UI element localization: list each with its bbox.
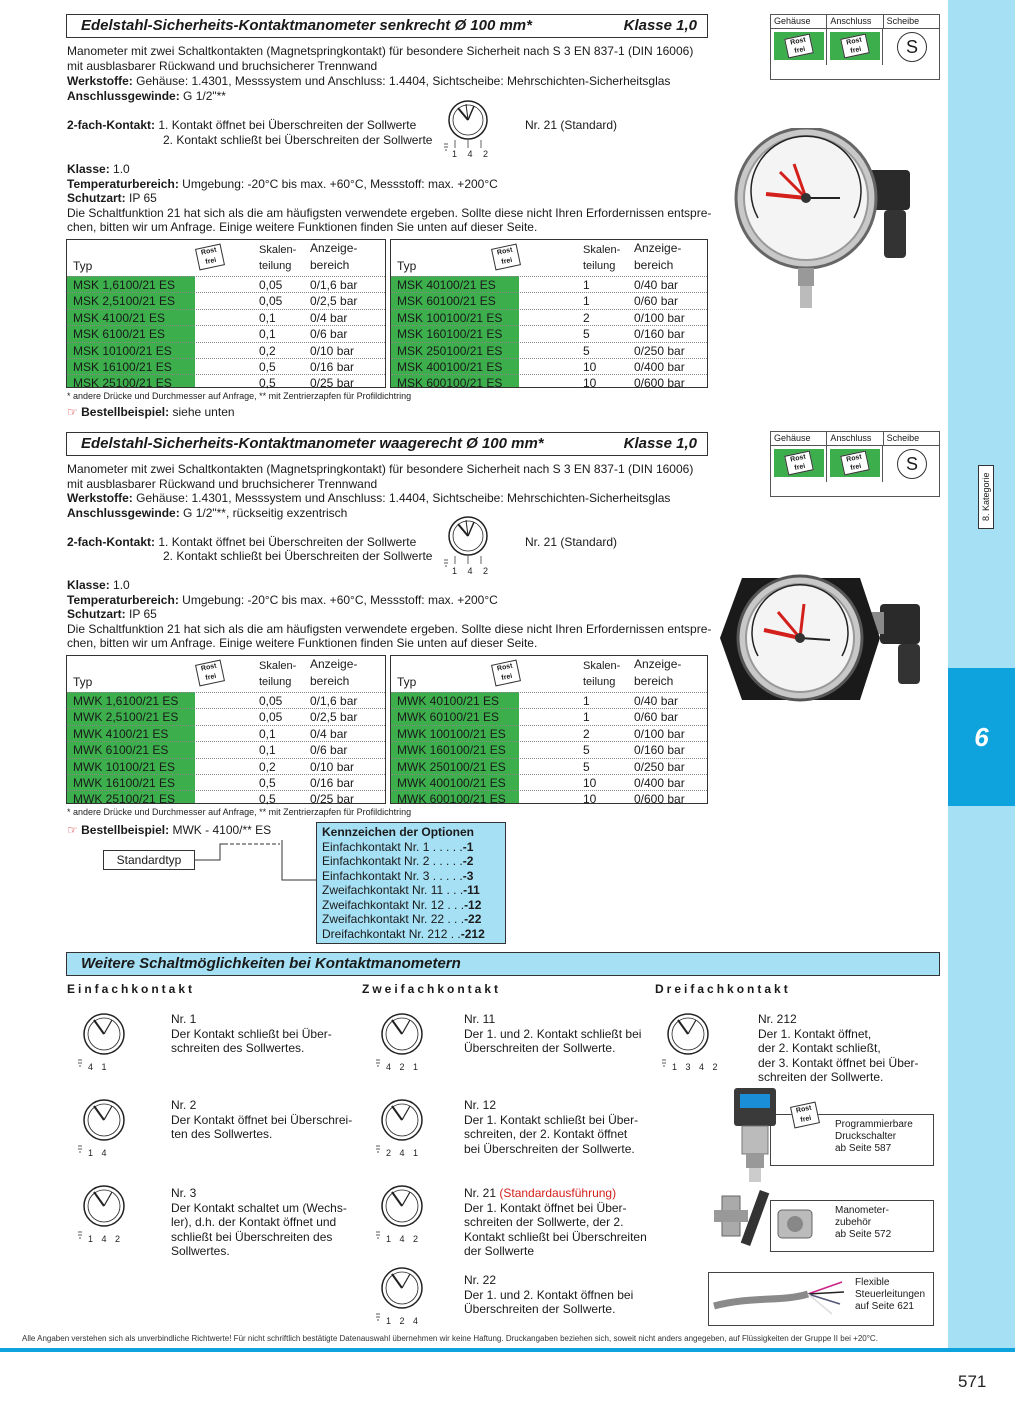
col-zweifach-heading: Zweifachkontakt <box>362 982 502 996</box>
cell-skala: 0,1 <box>259 743 276 758</box>
cell-typ: MSK 600100/21 ES <box>397 376 503 391</box>
table-row <box>67 758 385 774</box>
section1-kontakt2: 2. Kontakt schließt bei Überschreiten der Sollwerte <box>163 133 433 147</box>
table-row <box>67 342 385 358</box>
table-row <box>67 692 385 708</box>
table-row <box>391 342 707 358</box>
section2-klasse: Klasse: 1.0 <box>67 578 130 592</box>
cell-bereich: 0/4 bar <box>310 310 348 325</box>
table-2-left: Typ Skalen- teilung Anzeige- bereich Rost frei MWK 1,6100/21 ES 0,05 0/1,6 bar MWK 2,5100/21 ES 0,05 0/2,5 bar MWK 4100/21 ES 0,1 0/4 bar MWK 6100/21 ES 0,1 0/6 bar MWK 10100/21 ES 0,2 0/10 bar MWK 16100/21 ES 0,5 0/16 bar MWK 25100/21 ES 0,5 0/25 bar <box>66 655 386 804</box>
section1-schutz: Schutzart: IP 65 <box>67 191 157 205</box>
diagram-digits: 1 4 <box>88 1148 110 1158</box>
chapter-tab[interactable]: 6 <box>948 668 1015 806</box>
diagram-digits: 1 4 2 <box>88 1234 124 1244</box>
cell-skala: 5 <box>583 743 590 758</box>
table-1-left: Typ Skalen- teilung Anzeige- bereich Rost frei MSK 1,6100/21 ES 0,05 0/1,6 bar MSK 2,5100/21 ES 0,05 0/2,5 bar MSK 4100/21 ES 0,1 0/4 bar MSK 6100/21 ES 0,1 0/6 bar MSK 10100/21 ES 0,2 0/10 bar MSK 16100/21 ES 0,5 0/16 bar MSK 25100/21 ES 0,5 0/25 bar <box>66 239 386 388</box>
cell-typ: MSK 1,6100/21 ES <box>73 278 176 292</box>
section1-temp: Temperaturbereich: Umgebung: -20°C bis max. +60°C, Messstoff: max. +200°C <box>67 177 498 191</box>
table-row <box>67 325 385 341</box>
section2-gewinde: Anschlussgewinde: G 1/2"**, rückseitig exzentrisch <box>67 506 348 520</box>
cell-typ: MSK 6100/21 ES <box>73 327 166 342</box>
table-row <box>391 374 707 390</box>
section2-intro: Manometer mit zwei Schaltkontakten (Magnetspringkontakt) für besondere Sicherheit nach S 3 EN 837-1 (DIN 16006) <box>67 462 694 476</box>
cell-typ: MWK 25100/21 ES <box>73 792 176 807</box>
section1-intro: Manometer mit zwei Schaltkontakten (Magnetspringkontakt) für besondere Sicherheit nach S 3 EN 837-1 (DIN 16006) <box>67 44 694 58</box>
cell-typ: MSK 250100/21 ES <box>397 343 503 358</box>
cell-skala: 1 <box>583 278 590 292</box>
section2-hinweis2: chen, bitten wir um Anfrage. Einige weitere Funktionen finden Sie unten auf dieser Seite. <box>67 636 538 650</box>
section3-title: Weitere Schaltmöglichkeiten bei Kontaktmanometern <box>66 952 940 976</box>
promo-steuerleitungen[interactable]: Flexible Steuerleitungen auf Seite 621 <box>708 1272 934 1326</box>
category-tab[interactable]: 8. Kategorie <box>978 465 994 529</box>
section2-kontakt2: 2. Kontakt schließt bei Überschreiten der Sollwerte <box>163 549 433 563</box>
bottom-rule <box>0 1348 1015 1352</box>
cell-skala: 0,5 <box>259 792 276 807</box>
cell-skala: 2 <box>583 310 590 325</box>
cell-skala: 5 <box>583 759 590 774</box>
cell-bereich: 0/60 bar <box>634 294 679 309</box>
cell-typ: MSK 400100/21 ES <box>397 359 503 374</box>
section1-klasse: Klasse: 1.0 <box>67 162 130 176</box>
cell-typ: MWK 4100/21 ES <box>73 726 169 741</box>
cell-typ: MSK 60100/21 ES <box>397 294 496 309</box>
footer-disclaimer: Alle Angaben verstehen sich als unverbindliche Richtwerte! Für nicht schriftlich bestätigte Datenauswahl übernehmen wir keine Haftung. Druckangaben beziehen sich, soweit nicht anders angegeben, auf Flüssigkeiten der Gruppe II bei +20°C. <box>22 1334 878 1343</box>
cell-bereich: 0/250 bar <box>634 759 685 774</box>
table-row <box>391 276 707 292</box>
table-row <box>67 358 385 374</box>
diagram-digits: 1 4 2 <box>452 149 493 159</box>
cell-bereich: 0/10 bar <box>310 759 355 774</box>
rostfrei-icon: Rost frei <box>840 34 870 59</box>
hand-pointer-icon: ☞ <box>67 823 78 837</box>
option-item: Zweifachkontakt Nr. 22 . . . -22 <box>322 912 482 926</box>
table-row <box>67 292 385 308</box>
cell-bereich: 0/10 bar <box>310 343 355 358</box>
option-item: Zweifachkontakt Nr. 11 . . . -11 <box>322 883 480 897</box>
cell-bereich: 0/160 bar <box>634 743 685 758</box>
cell-bereich: 0/100 bar <box>634 726 685 741</box>
section2-temp: Temperaturbereich: Umgebung: -20°C bis max. +60°C, Messstoff: max. +200°C <box>67 593 498 607</box>
section2-note: * andere Drücke und Durchmesser auf Anfrage, ** mit Zentrierzapfen für Profildichtring <box>67 807 412 817</box>
cell-skala: 5 <box>583 343 590 358</box>
cell-bereich: 0/2,5 bar <box>310 294 358 309</box>
rostfrei-icon: Rost frei <box>195 660 225 687</box>
item-nr2: Nr. 2 Der Kontakt öffnet bei Überschrei- ten des Sollwertes. <box>171 1098 353 1141</box>
cell-skala: 0,1 <box>259 726 276 741</box>
rostfrei-icon: Rost frei <box>790 1102 820 1129</box>
diagram-digits: 1 2 4 <box>386 1316 422 1326</box>
section1-title: Edelstahl-Sicherheits-Kontaktmanometer senkrecht Ø 100 mm* Klasse 1,0 <box>66 14 708 38</box>
section2-bestell: ☞ Bestellbeispiel: MWK - 4100/** ES <box>67 823 272 837</box>
cell-typ: MWK 10100/21 ES <box>73 759 176 774</box>
cell-typ: MSK 2,5100/21 ES <box>73 294 176 309</box>
section1-hinweis1: Die Schaltfunktion 21 hat sich als die am häufigsten verwendete ergeben. Sollte diese nicht Ihren Erfordernissen entspre- <box>67 206 712 220</box>
col-dreifach-heading: Dreifachkontakt <box>655 982 791 996</box>
table-row <box>391 309 707 325</box>
section1-hinweis2: chen, bitten wir um Anfrage. Einige weitere Funktionen finden Sie unten auf dieser Seite. <box>67 220 538 234</box>
cell-skala: 5 <box>583 327 590 342</box>
table-row <box>391 692 707 708</box>
section2-werkstoffe: Werkstoffe: Gehäuse: 1.4301, Messsystem und Anschluss: 1.4404, Sichtscheibe: Mehrschichten-Sicherheitsglas <box>67 491 671 505</box>
item-nr3: Nr. 3 Der Kontakt schaltet um (Wechs- ler), d.h. der Kontakt öffnet und schließt bei Überschreiten des Sollwertes. <box>171 1186 347 1258</box>
cell-typ: MWK 60100/21 ES <box>397 710 500 725</box>
table-row <box>391 325 707 341</box>
cell-typ: MWK 160100/21 ES <box>397 743 506 758</box>
rostfrei-icon: Rost frei <box>840 451 870 476</box>
section1-note: * andere Drücke und Durchmesser auf Anfrage, ** mit Zentrierzapfen für Profildichtring <box>67 391 412 401</box>
cable-photo <box>712 1276 852 1324</box>
cell-typ: MWK 2,5100/21 ES <box>73 710 179 725</box>
table-row <box>67 276 385 292</box>
table-row <box>391 358 707 374</box>
section2-nr: Nr. 21 (Standard) <box>525 535 618 549</box>
table-row <box>67 309 385 325</box>
cell-skala: 2 <box>583 726 590 741</box>
cell-typ: MSK 40100/21 ES <box>397 278 496 292</box>
diagram-digits: 2 4 1 <box>386 1148 422 1158</box>
cell-skala: 0,05 <box>259 694 283 708</box>
item-nr22: Nr. 22 Der 1. und 2. Kontakt öffnen bei Überschreiten der Sollwerte. <box>464 1273 634 1316</box>
cell-bereich: 0/40 bar <box>634 278 679 292</box>
cell-bereich: 0/160 bar <box>634 327 685 342</box>
standardtyp-label: Standardtyp <box>103 850 195 870</box>
rostfrei-icon: Rost frei <box>491 244 521 271</box>
cell-skala: 10 <box>583 376 597 391</box>
cell-bereich: 0/6 bar <box>310 743 348 758</box>
table-row <box>391 774 707 790</box>
section1-intro2: mit ausblasbarer Rückwand und bruchsicherer Trennwand <box>67 59 378 73</box>
cell-typ: MWK 6100/21 ES <box>73 743 169 758</box>
cell-skala: 0,1 <box>259 310 276 325</box>
cell-typ: MWK 1,6100/21 ES <box>73 694 179 708</box>
cell-typ: MSK 10100/21 ES <box>73 343 172 358</box>
table-row <box>67 774 385 790</box>
table-row <box>391 708 707 724</box>
option-item: Einfachkontakt Nr. 1 . . . . . -1 <box>322 839 474 854</box>
item-nr212: Nr. 212 Der 1. Kontakt öffnet, der 2. Kontakt schließt, der 3. Kontakt öffnet bei Über- schreiten der Sollwerte. <box>758 1012 919 1084</box>
cell-bereich: 0/400 bar <box>634 775 685 790</box>
cell-skala: 1 <box>583 294 590 309</box>
page-number: 571 <box>958 1372 987 1391</box>
rostfrei-icon: Rost frei <box>195 244 225 271</box>
cell-bereich: 0/4 bar <box>310 726 348 741</box>
rostfrei-icon: Rost frei <box>784 34 814 59</box>
section2-kontakt: 2-fach-Kontakt: 1. Kontakt öffnet bei Überschreiten der Sollwerte <box>67 535 417 549</box>
option-item: Zweifachkontakt Nr. 12 . . . -12 <box>322 897 482 912</box>
section2-schutz: Schutzart: IP 65 <box>67 607 157 621</box>
table-row <box>391 292 707 308</box>
table-1-right: Typ Skalen- teilung Anzeige- bereich Rost frei MSK 40100/21 ES 1 0/40 bar MSK 60100/21 ES 1 0/60 bar MSK 100100/21 ES 2 0/100 bar MSK 160100/21 ES 5 0/160 bar MSK 250100/21 ES 5 0/250 bar MSK 400100/21 ES 10 0/400 bar MSK 600100/21 ES 10 0/600 bar <box>390 239 708 388</box>
cell-typ: MWK 100100/21 ES <box>397 726 506 741</box>
cell-bereich: 0/2,5 bar <box>310 710 358 725</box>
cell-bereich: 0/25 bar <box>310 792 355 807</box>
cell-typ: MWK 250100/21 ES <box>397 759 506 774</box>
diagram-digits: 1 4 2 <box>386 1234 422 1244</box>
option-item: Dreifachkontakt Nr. 212 . . -212 <box>322 926 485 941</box>
cell-skala: 10 <box>583 792 597 807</box>
cell-typ: MSK 4100/21 ES <box>73 310 166 325</box>
table-row <box>391 725 707 741</box>
section1-gewinde: Anschlussgewinde: G 1/2"** <box>67 89 226 103</box>
table-row <box>391 790 707 806</box>
manometer-waagerecht-photo <box>720 560 948 722</box>
cell-bereich: 0/400 bar <box>634 359 685 374</box>
cell-bereich: 0/1,6 bar <box>310 278 358 292</box>
cell-skala: 0,2 <box>259 759 276 774</box>
cell-bereich: 0/25 bar <box>310 376 355 391</box>
diagram-digits: 4 2 1 <box>386 1062 422 1072</box>
promo-druckschalter[interactable]: Programmierbare Druckschalter ab Seite 587 <box>770 1114 934 1166</box>
cell-bereich: 0/16 bar <box>310 359 355 374</box>
cell-skala: 0,5 <box>259 359 276 374</box>
table-row <box>67 741 385 757</box>
cell-typ: MSK 100100/21 ES <box>397 310 503 325</box>
section2-title: Edelstahl-Sicherheits-Kontaktmanometer waagerecht Ø 100 mm* Klasse 1,0 <box>66 432 708 456</box>
section1-kontakt: 2-fach-Kontakt: 1. Kontakt öffnet bei Überschreiten der Sollwerte <box>67 118 417 132</box>
diagram-digits: 4 1 <box>88 1062 110 1072</box>
cell-bereich: 0/16 bar <box>310 775 355 790</box>
section1-werkstoffe: Werkstoffe: Gehäuse: 1.4301, Messsystem und Anschluss: 1.4404, Sichtscheibe: Mehrschichten-Sicherheitsglas <box>67 74 671 88</box>
diagram-digits: 1 4 2 <box>452 566 493 576</box>
cell-bereich: 0/100 bar <box>634 310 685 325</box>
cell-bereich: 0/250 bar <box>634 343 685 358</box>
rostfrei-icon: Rost frei <box>491 660 521 687</box>
cell-skala: 0,1 <box>259 327 276 342</box>
option-item: Einfachkontakt Nr. 3 . . . . . -3 <box>322 868 474 883</box>
druckschalter-photo <box>728 1086 788 1186</box>
item-nr12: Nr. 12 Der 1. Kontakt schließt bei Über- schreiten, der 2. Kontakt öffnet bei Überschreiten der Sollwerte. <box>464 1098 639 1156</box>
cell-typ: MWK 400100/21 ES <box>397 775 506 790</box>
table-row <box>67 725 385 741</box>
table-row <box>391 758 707 774</box>
col-einfach-heading: Einfachkontakt <box>67 982 196 996</box>
table-row <box>67 374 385 390</box>
feature-box-2: Gehäuse Anschluss Scheibe Rost frei Rost frei S <box>770 431 940 497</box>
manometer-senkrecht-photo <box>728 128 948 316</box>
promo-zubehoer[interactable]: Manometer- zubehör ab Seite 572 <box>770 1200 934 1252</box>
cell-skala: 0,2 <box>259 343 276 358</box>
diagram-digits: 1 3 4 2 <box>672 1062 721 1072</box>
section2-hinweis1: Die Schaltfunktion 21 hat sich als die am häufigsten verwendete ergeben. Sollte diese nicht Ihren Erfordernissen entspre- <box>67 622 712 636</box>
cell-typ: MWK 40100/21 ES <box>397 694 500 708</box>
bestell-connector-lines <box>190 836 320 884</box>
table-row <box>67 708 385 724</box>
cell-bereich: 0/60 bar <box>634 710 679 725</box>
cell-typ: MSK 16100/21 ES <box>73 359 172 374</box>
option-item: Einfachkontakt Nr. 2 . . . . . -2 <box>322 854 474 868</box>
cell-skala: 1 <box>583 710 590 725</box>
cell-typ: MSK 25100/21 ES <box>73 376 172 391</box>
cell-typ: MWK 600100/21 ES <box>397 792 506 807</box>
rostfrei-icon: Rost frei <box>784 451 814 476</box>
cell-bereich: 0/600 bar <box>634 376 685 391</box>
cell-bereich: 0/40 bar <box>634 694 679 708</box>
feature-box-1: Gehäuse Anschluss Scheibe Rost frei Rost frei S <box>770 14 940 80</box>
cell-skala: 0,5 <box>259 775 276 790</box>
hand-pointer-icon: ☞ <box>67 405 78 419</box>
cell-typ: MWK 16100/21 ES <box>73 775 176 790</box>
table-2-right: Typ Skalen- teilung Anzeige- bereich Rost frei MWK 40100/21 ES 1 0/40 bar MWK 60100/21 ES 1 0/60 bar MWK 100100/21 ES 2 0/100 bar MWK 160100/21 ES 5 0/160 bar MWK 250100/21 ES 5 0/250 bar MWK 400100/21 ES 10 0/400 bar MWK 600100/21 ES 10 0/600 bar <box>390 655 708 804</box>
section1-bestell: ☞ Bestellbeispiel: siehe unten <box>67 405 235 419</box>
section2-intro2: mit ausblasbarer Rückwand und bruchsicherer Trennwand <box>67 477 378 491</box>
cell-bereich: 0/6 bar <box>310 327 348 342</box>
cell-bereich: 0/600 bar <box>634 792 685 807</box>
item-nr21: Nr. 21 (Standardausführung) Der 1. Kontakt öffnet bei Über- schreiten der Sollwerte, der 2. Kontakt schließt bei Überschreiten der Sollwerte <box>464 1186 647 1258</box>
section1-nr: Nr. 21 (Standard) <box>525 118 618 132</box>
cell-skala: 0,5 <box>259 376 276 391</box>
options-box: Kennzeichen der Optionen Einfachkontakt Nr. 1 . . . . . -1 Einfachkontakt Nr. 2 . . . . . -2 Einfachkontakt Nr. 3 . . . . . -3 Zweifachkontakt Nr. 11 . . . -11 Zweifachkontakt Nr. 12 . . . -12 Zweifachkontakt Nr. 22 . . . -22 Dreifachkontakt Nr. 212 . . -212 <box>316 822 506 944</box>
zubehoer-photo <box>710 1186 830 1260</box>
item-nr11: Nr. 11 Der 1. und 2. Kontakt schließt bei Überschreiten der Sollwerte. <box>464 1012 642 1055</box>
cell-skala: 0,05 <box>259 294 283 309</box>
cell-typ: MSK 160100/21 ES <box>397 327 503 342</box>
cell-skala: 10 <box>583 359 597 374</box>
item-nr1: Nr. 1 Der Kontakt schließt bei Über- schreiten des Sollwertes. <box>171 1012 332 1055</box>
cell-skala: 10 <box>583 775 597 790</box>
scheibe-s-icon: S <box>897 449 927 479</box>
cell-bereich: 0/1,6 bar <box>310 694 358 708</box>
table-row <box>391 741 707 757</box>
cell-skala: 1 <box>583 694 590 708</box>
cell-skala: 0,05 <box>259 278 283 292</box>
chapter-sidebar <box>948 0 1015 1352</box>
cell-skala: 0,05 <box>259 710 283 725</box>
table-row <box>67 790 385 806</box>
scheibe-s-icon: S <box>897 32 927 62</box>
